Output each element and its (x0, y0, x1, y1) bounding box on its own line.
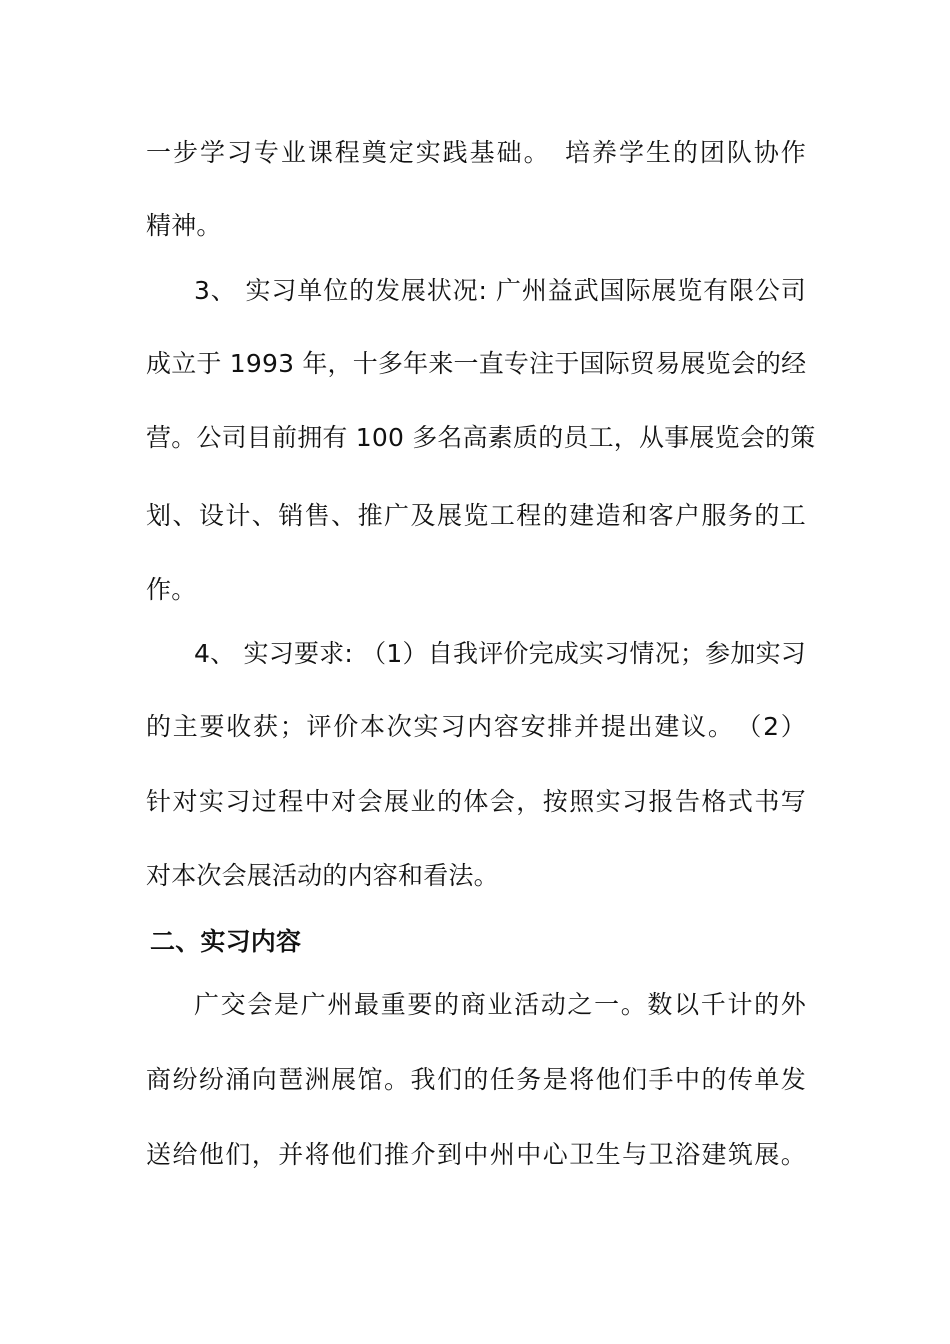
section-heading: 二、实习内容 (150, 927, 302, 956)
body-line: 广交会是广州最重要的商业活动之一。数以千计的外 (194, 990, 806, 1019)
body-line: 划、设计、销售、推广及展览工程的建造和客户服务的工 (146, 501, 806, 530)
body-line: 3、 实习单位的发展状况: 广州益武国际展览有限公司 (194, 276, 806, 305)
body-line: 营。公司目前拥有 100 多名高素质的员工，从事展览会的策 (146, 423, 816, 452)
body-line: 一步学习专业课程奠定实践基础。 培养学生的团队协作 (146, 138, 806, 167)
body-line: 商纷纷涌向琶洲展馆。我们的任务是将他们手中的传单发 (146, 1065, 806, 1094)
body-line: 针对实习过程中对会展业的体会，按照实习报告格式书写 (146, 787, 806, 816)
body-line: 成立于 1993 年，十多年来一直专注于国际贸易展览会的经 (146, 349, 807, 378)
body-line: 送给他们，并将他们推介到中州中心卫生与卫浴建筑展。 (146, 1140, 806, 1169)
body-line: 对本次会展活动的内容和看法。 (146, 861, 499, 890)
body-line: 作。 (146, 575, 197, 604)
body-line: 的主要收获；评价本次实习内容安排并提出建议。 （2） (146, 712, 806, 741)
body-line: 4、 实习要求: （1）自我评价完成实习情况；参加实习 (194, 639, 806, 668)
body-line: 精神。 (146, 211, 222, 240)
